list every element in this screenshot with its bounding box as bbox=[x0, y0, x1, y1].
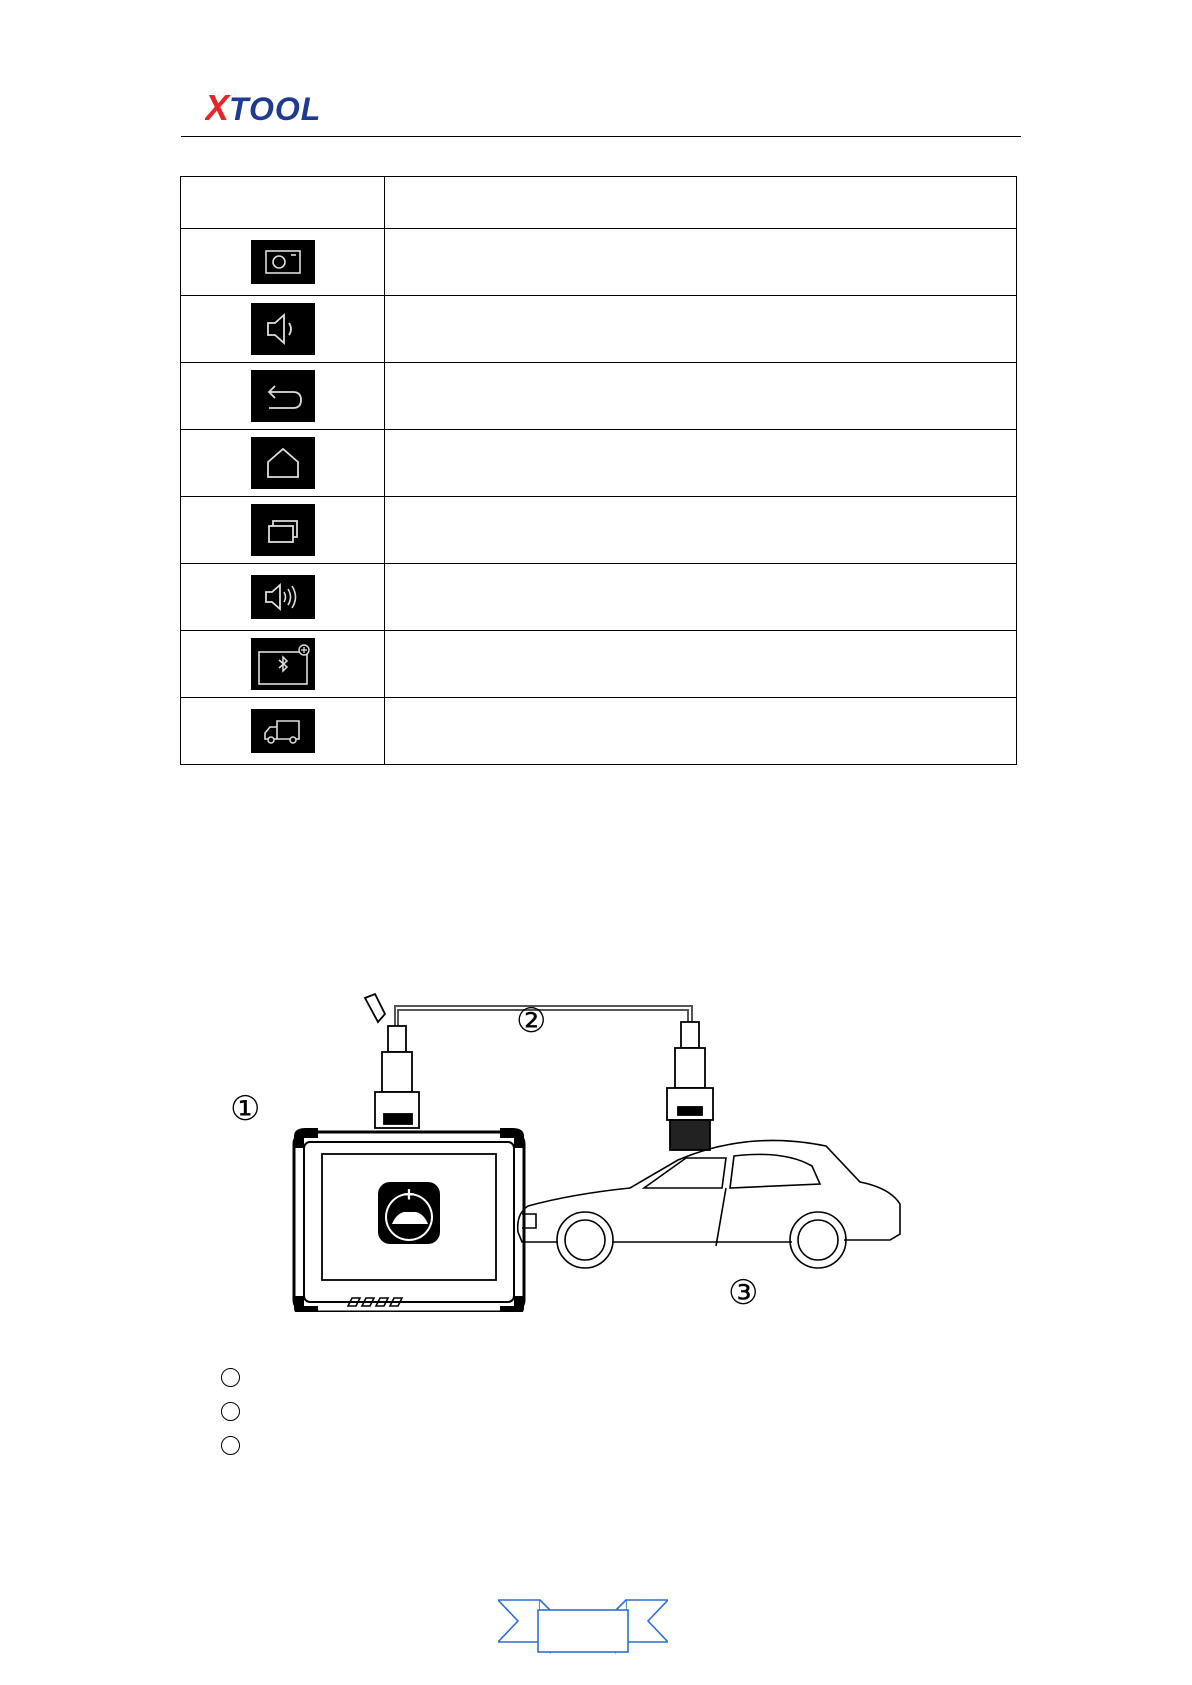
xtool-logo bbox=[205, 86, 347, 130]
table-cell-description bbox=[385, 497, 1017, 564]
cable-connector-left bbox=[365, 994, 419, 1128]
table-row bbox=[181, 631, 1017, 698]
truck-icon bbox=[251, 709, 315, 753]
table-row bbox=[181, 229, 1017, 296]
icon-table bbox=[180, 176, 1017, 765]
volume-up-icon bbox=[251, 575, 315, 619]
tablet-device bbox=[294, 1128, 524, 1312]
table-row bbox=[181, 430, 1017, 497]
cable-connector-right bbox=[667, 1022, 713, 1150]
legend-marker bbox=[221, 1436, 240, 1455]
table-cell-description bbox=[385, 631, 1017, 698]
back-icon bbox=[251, 370, 315, 422]
table-cell-description bbox=[385, 698, 1017, 765]
table-row bbox=[181, 564, 1017, 631]
table-header-cell-icon bbox=[181, 177, 385, 229]
table-cell-description bbox=[385, 430, 1017, 497]
vehicle bbox=[518, 1140, 900, 1268]
legend-marker bbox=[221, 1368, 240, 1387]
svg-text:TOOL: TOOL bbox=[229, 91, 322, 127]
recent-apps-icon bbox=[251, 504, 315, 556]
page-number-ribbon bbox=[498, 1596, 668, 1656]
connection-diagram bbox=[200, 992, 980, 1312]
table-row bbox=[181, 363, 1017, 430]
legend-marker bbox=[221, 1402, 240, 1421]
svg-text:X: X bbox=[205, 87, 230, 128]
legend-list bbox=[221, 1368, 240, 1470]
table-header-row bbox=[181, 177, 1017, 229]
table-row bbox=[181, 698, 1017, 765]
callout-tablet: ① bbox=[230, 1089, 261, 1129]
camera-icon bbox=[251, 240, 315, 284]
table-row bbox=[181, 497, 1017, 564]
volume-down-icon bbox=[251, 303, 315, 355]
table-row bbox=[181, 296, 1017, 363]
table-cell-description bbox=[385, 296, 1017, 363]
callout-vehicle: ③ bbox=[728, 1273, 759, 1312]
callout-cable: ② bbox=[516, 1001, 547, 1041]
header-divider bbox=[181, 136, 1021, 137]
bluetooth-vci-icon bbox=[251, 638, 315, 690]
table-cell-description bbox=[385, 229, 1017, 296]
home-icon bbox=[251, 437, 315, 489]
svg-text:+: + bbox=[403, 1184, 415, 1206]
table-header-cell-description bbox=[385, 177, 1017, 229]
table-cell-description bbox=[385, 564, 1017, 631]
table-cell-description bbox=[385, 363, 1017, 430]
